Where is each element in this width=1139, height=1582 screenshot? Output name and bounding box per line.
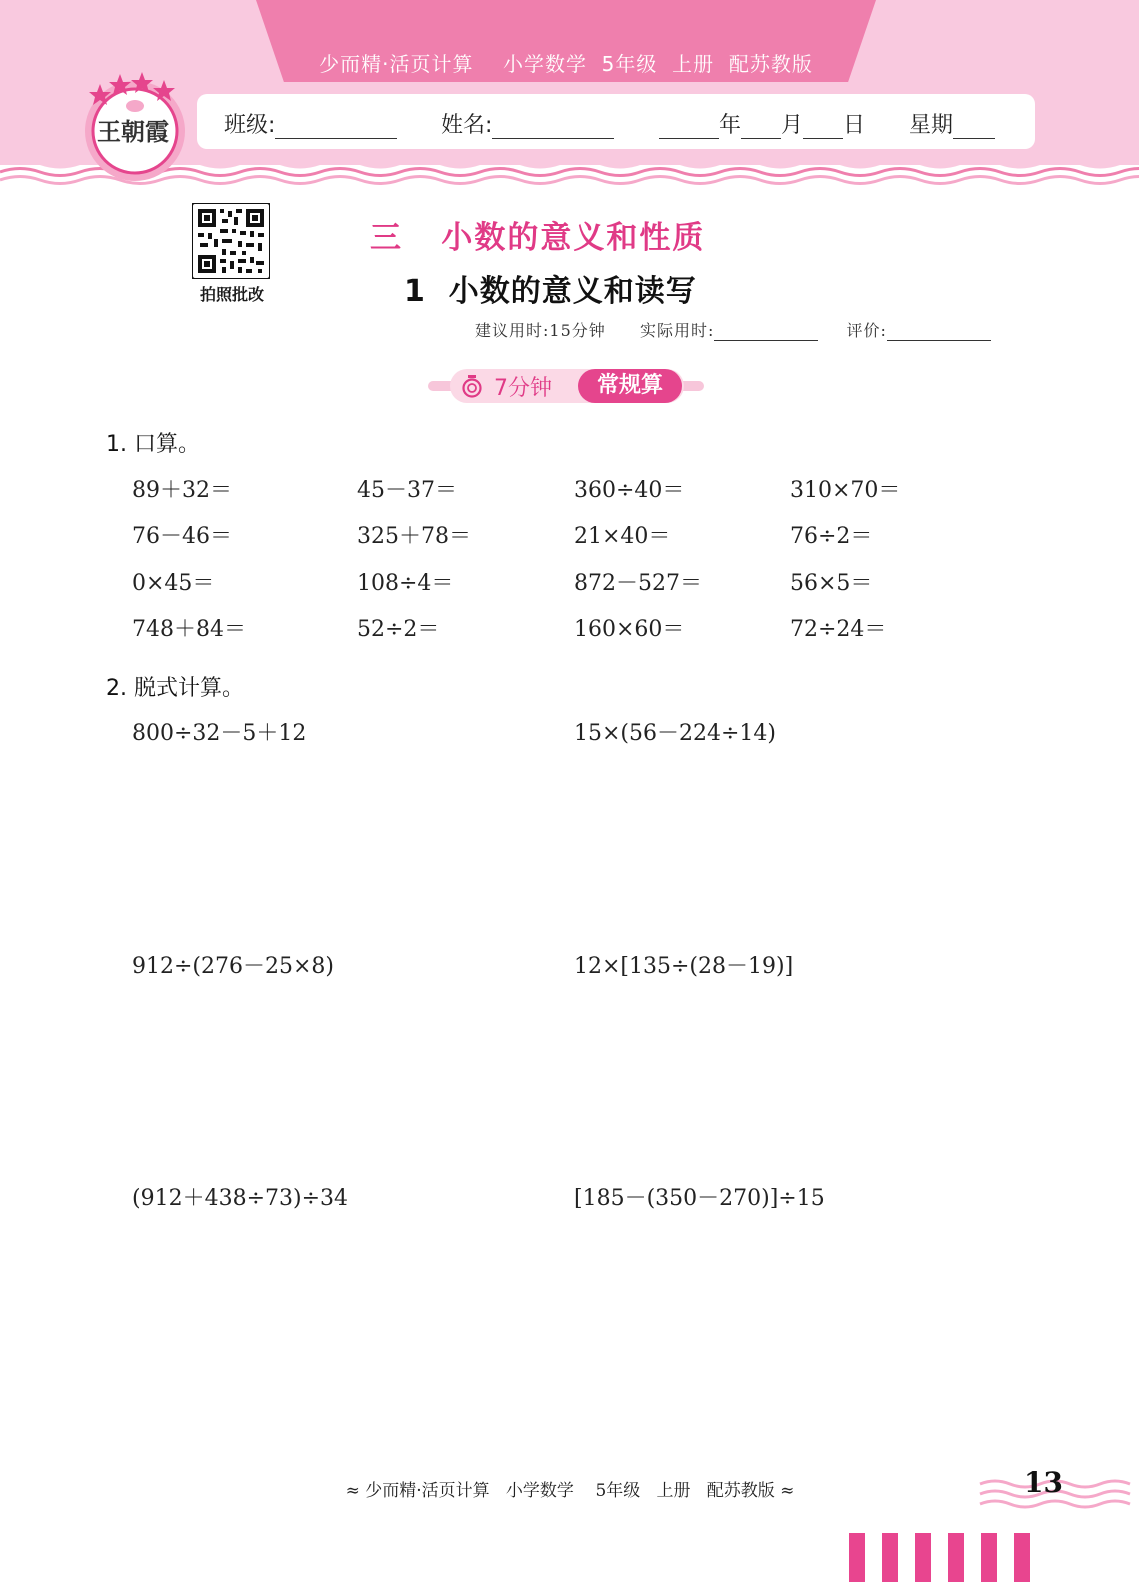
evaluation-blank[interactable] [887, 324, 991, 341]
footer-series-text: ≈ 少而精·活页计算 小学数学 5年级 上册 配苏教版 ≈ [345, 1481, 795, 1501]
month-label: 月 [781, 113, 804, 138]
step-calc-5: (912＋438÷73)÷34 [132, 1186, 349, 1211]
oral-calc-item: 325＋78＝ [357, 524, 471, 549]
oral-calc-item: 160×60＝ [574, 617, 685, 642]
oral-calc-item: 108÷4＝ [357, 571, 454, 596]
actual-time-label: 实际用时: [639, 321, 715, 340]
unit-title: 三 小数的意义和性质 [370, 220, 706, 256]
timer-icon [460, 374, 484, 398]
step-calc-3: 912÷(276－25×8) [132, 954, 335, 979]
name-field[interactable] [441, 108, 614, 139]
class-label: 班级: [224, 113, 276, 138]
logo-text: 王朝霞 [97, 117, 169, 146]
badge-time: 7分钟 [494, 376, 552, 401]
footer-bar [981, 1533, 997, 1582]
footer-bar [915, 1533, 931, 1582]
oral-calc-item: 56×5＝ [790, 571, 873, 596]
qr-code-icon[interactable] [192, 203, 270, 279]
oral-calc-item: 872－527＝ [574, 571, 702, 596]
step-calc-4: 12×[135÷(28－19)] [574, 954, 794, 979]
step-calc-2: 15×(56－224÷14) [574, 721, 777, 746]
oral-calc-item: 76÷2＝ [790, 524, 873, 549]
oral-calc-item: 52÷2＝ [357, 617, 440, 642]
date-field[interactable] [659, 108, 865, 139]
class-blank[interactable] [275, 116, 397, 139]
qr-label: 拍照批改 [199, 285, 264, 304]
oral-calc-item: 748＋84＝ [132, 617, 246, 642]
weekday-label: 星期 [909, 113, 954, 138]
year-label: 年 [719, 113, 742, 138]
oral-calc-item: 21×40＝ [574, 524, 671, 549]
oral-calc-item: 89＋32＝ [132, 478, 232, 503]
month-blank[interactable] [741, 116, 781, 139]
oral-calc-item: 310×70＝ [790, 478, 901, 503]
weekday-field[interactable] [909, 108, 995, 139]
step-calc-1: 800÷32－5＋12 [132, 721, 307, 746]
oral-calc-item: 72÷24＝ [790, 617, 887, 642]
name-blank[interactable] [492, 116, 614, 139]
footer-bar [849, 1533, 865, 1582]
footer-bar [948, 1533, 964, 1582]
time-info [475, 318, 991, 341]
page-number: 13 [1024, 1466, 1063, 1499]
day-blank[interactable] [803, 116, 843, 139]
q2-heading: 2. 脱式计算。 [106, 676, 244, 701]
oral-calc-item: 45－37＝ [357, 478, 457, 503]
footer-bar [1014, 1533, 1030, 1582]
weekday-blank[interactable] [953, 116, 995, 139]
suggested-time: 建议用时:15分钟 [475, 321, 606, 340]
badge-tag: 常规算 [578, 369, 682, 403]
day-label: 日 [843, 113, 866, 138]
footer-bar [882, 1533, 898, 1582]
actual-time-blank[interactable] [714, 324, 818, 341]
class-field[interactable] [224, 108, 397, 139]
q1-heading: 1. 口算。 [106, 432, 200, 457]
name-label: 姓名: [441, 113, 493, 138]
oral-calc-item: 360÷40＝ [574, 478, 685, 503]
year-blank[interactable] [659, 116, 719, 139]
step-calc-6: [185－(350－270)]÷15 [574, 1186, 825, 1211]
oral-calc-item: 76－46＝ [132, 524, 232, 549]
evaluation-label: 评价: [846, 321, 887, 340]
lesson-title: 1 小数的意义和读写 [404, 274, 697, 309]
oral-calc-item: 0×45＝ [132, 571, 215, 596]
series-title: 少而精·活页计算 小学数学 5年级 上册 配苏教版 [319, 52, 813, 76]
